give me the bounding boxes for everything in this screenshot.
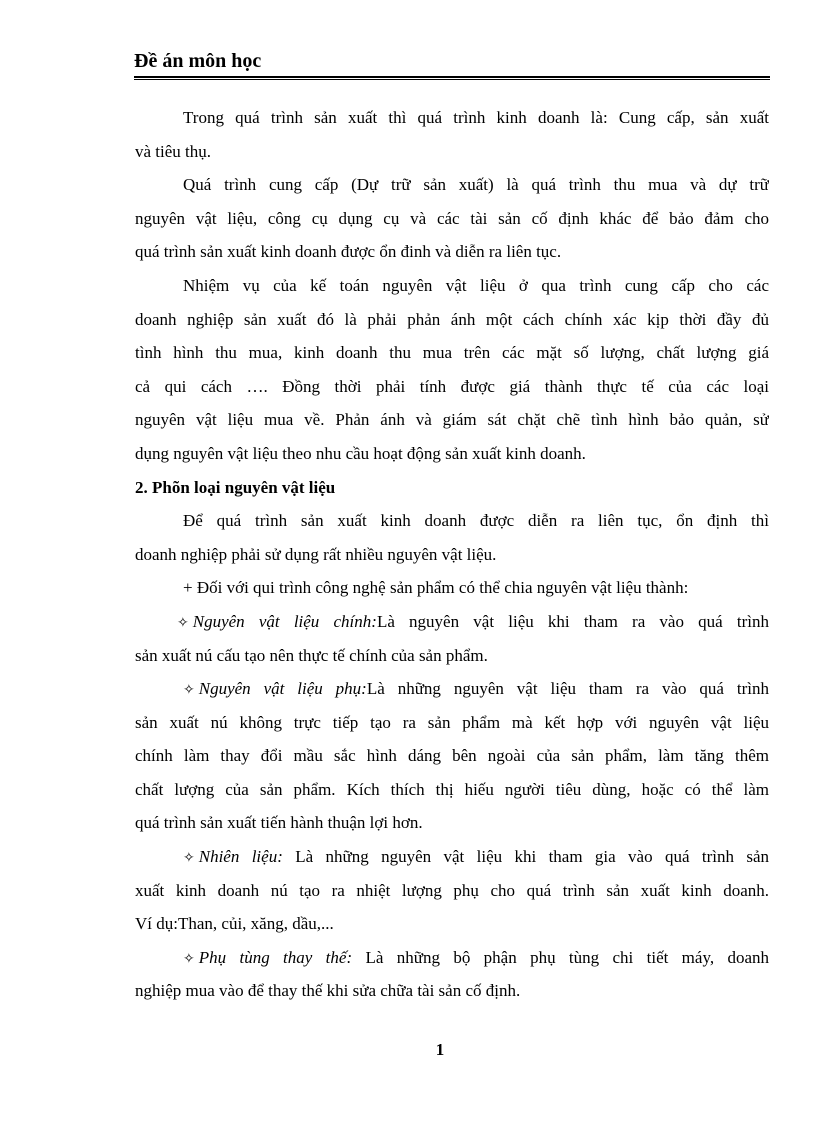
- bullet-line: [135, 605, 769, 639]
- bullet-text: Là những nguyên vật liệu khi tham gia vào quá trình sản: [282, 847, 769, 867]
- paragraph-line: chính làm thay đổi mầu sắc hình dáng bên ngoài của sản phẩm, làm tăng thêm: [135, 746, 769, 766]
- paragraph-line: nghiệp mua vào để thay thế khi sửa chữa tài sản cố định.: [135, 981, 521, 1001]
- four-point-star-icon: ✧: [183, 683, 195, 699]
- header-double-rule: [134, 76, 770, 80]
- bullet-line: [135, 840, 769, 874]
- paragraph-line: và tiêu thụ.: [135, 141, 212, 161]
- paragraph-line: sản xuất nú không trực tiếp tạo ra sản phẩm mà kết hợp với nguyên vật liệu: [135, 712, 769, 732]
- bullet-term: Phụ tùng thay thế:: [198, 947, 353, 967]
- paragraph-line: nguyên vật liệu, công cụ dụng cụ và các tài sản cố định khác để bảo đảm cho: [135, 208, 769, 228]
- header-title: Đề án môn học: [134, 50, 262, 72]
- document-body: [135, 101, 769, 1008]
- paragraph-line: dụng nguyên vật liệu theo nhu cầu hoạt động sản xuất kinh doanh.: [135, 443, 586, 463]
- paragraph-line: + Đối với qui trình công nghệ sản phẩm có thể chia nguyên vật liệu thành:: [183, 578, 689, 598]
- paragraph-line: doanh nghiệp phải sử dụng rất nhiều nguyên vật liệu.: [135, 544, 497, 564]
- page-number: 1: [435, 1040, 445, 1059]
- paragraph-line: Ví dụ:Than, củi, xăng, dầu,...: [135, 914, 334, 934]
- paragraph-line: Để quá trình sản xuất kinh doanh được diễn ra liên tục, ổn định thì: [183, 511, 769, 531]
- four-point-star-icon: ✧: [183, 951, 195, 967]
- paragraph-line: chất lượng của sản phẩm. Kích thích thị hiếu người tiêu dùng, hoặc có thể làm: [135, 779, 769, 799]
- paragraph-line: Quá trình cung cấp (Dự trữ sản xuất) là quá trình thu mua và dự trữ: [183, 175, 769, 195]
- paragraph-line: quá trình sản xuất kinh doanh được ổn đinh và diễn ra liên tục.: [135, 242, 562, 262]
- paragraph-line: sản xuất nú cấu tạo nên thực tế chính của sản phẩm.: [135, 645, 488, 665]
- bullet-text: Là những nguyên vật liệu tham ra vào quá trình: [366, 679, 769, 699]
- paragraph-line: tình hình thu mua, kinh doanh thu mua trên các mặt số lượng, chất lượng giá: [135, 343, 769, 363]
- four-point-star-icon: ✧: [177, 615, 189, 631]
- bullet-term: Nguyên vật liệu phụ:: [198, 679, 367, 699]
- paragraph-line: doanh nghiệp sản xuất đó là phải phản ánh một cách chính xác kịp thời đầy đủ: [135, 309, 769, 329]
- section-heading: 2. Phõn loại nguyên vật liệu: [135, 477, 336, 497]
- page-header: [134, 48, 770, 80]
- paragraph-line: Trong quá trình sản xuất thì quá trình kinh doanh là: Cung cấp, sản xuất: [183, 108, 769, 127]
- bullet-line: [135, 672, 769, 706]
- paragraph-line: xuất kinh doanh nú tạo ra nhiệt lượng phụ cho quá trình sản xuất kinh doanh.: [135, 880, 769, 900]
- paragraph-line: quá trình sản xuất tiến hành thuận lợi hơn.: [135, 813, 423, 833]
- four-point-star-icon: ✧: [183, 851, 195, 867]
- paragraph-line: nguyên vật liệu mua về. Phản ánh và giám sát chặt chẽ tình hình bảo quản, sử: [135, 410, 769, 430]
- bullet-text: Là những bộ phận phụ tùng chi tiết máy, doanh: [352, 947, 769, 967]
- paragraph-line: Nhiệm vụ của kế toán nguyên vật liệu ở qua trình cung cấp cho các: [183, 275, 769, 295]
- bullet-term: Nhiên liệu:: [198, 847, 283, 867]
- paragraph-line: cả qui cách …. Đồng thời phải tính được giá thành thực tế của các loại: [135, 376, 769, 396]
- bullet-term: Nguyên vật liệu chính:: [192, 611, 377, 631]
- bullet-line: [135, 941, 769, 975]
- bullet-text: Là nguyên vật liệu khi tham ra vào quá trình: [376, 611, 769, 631]
